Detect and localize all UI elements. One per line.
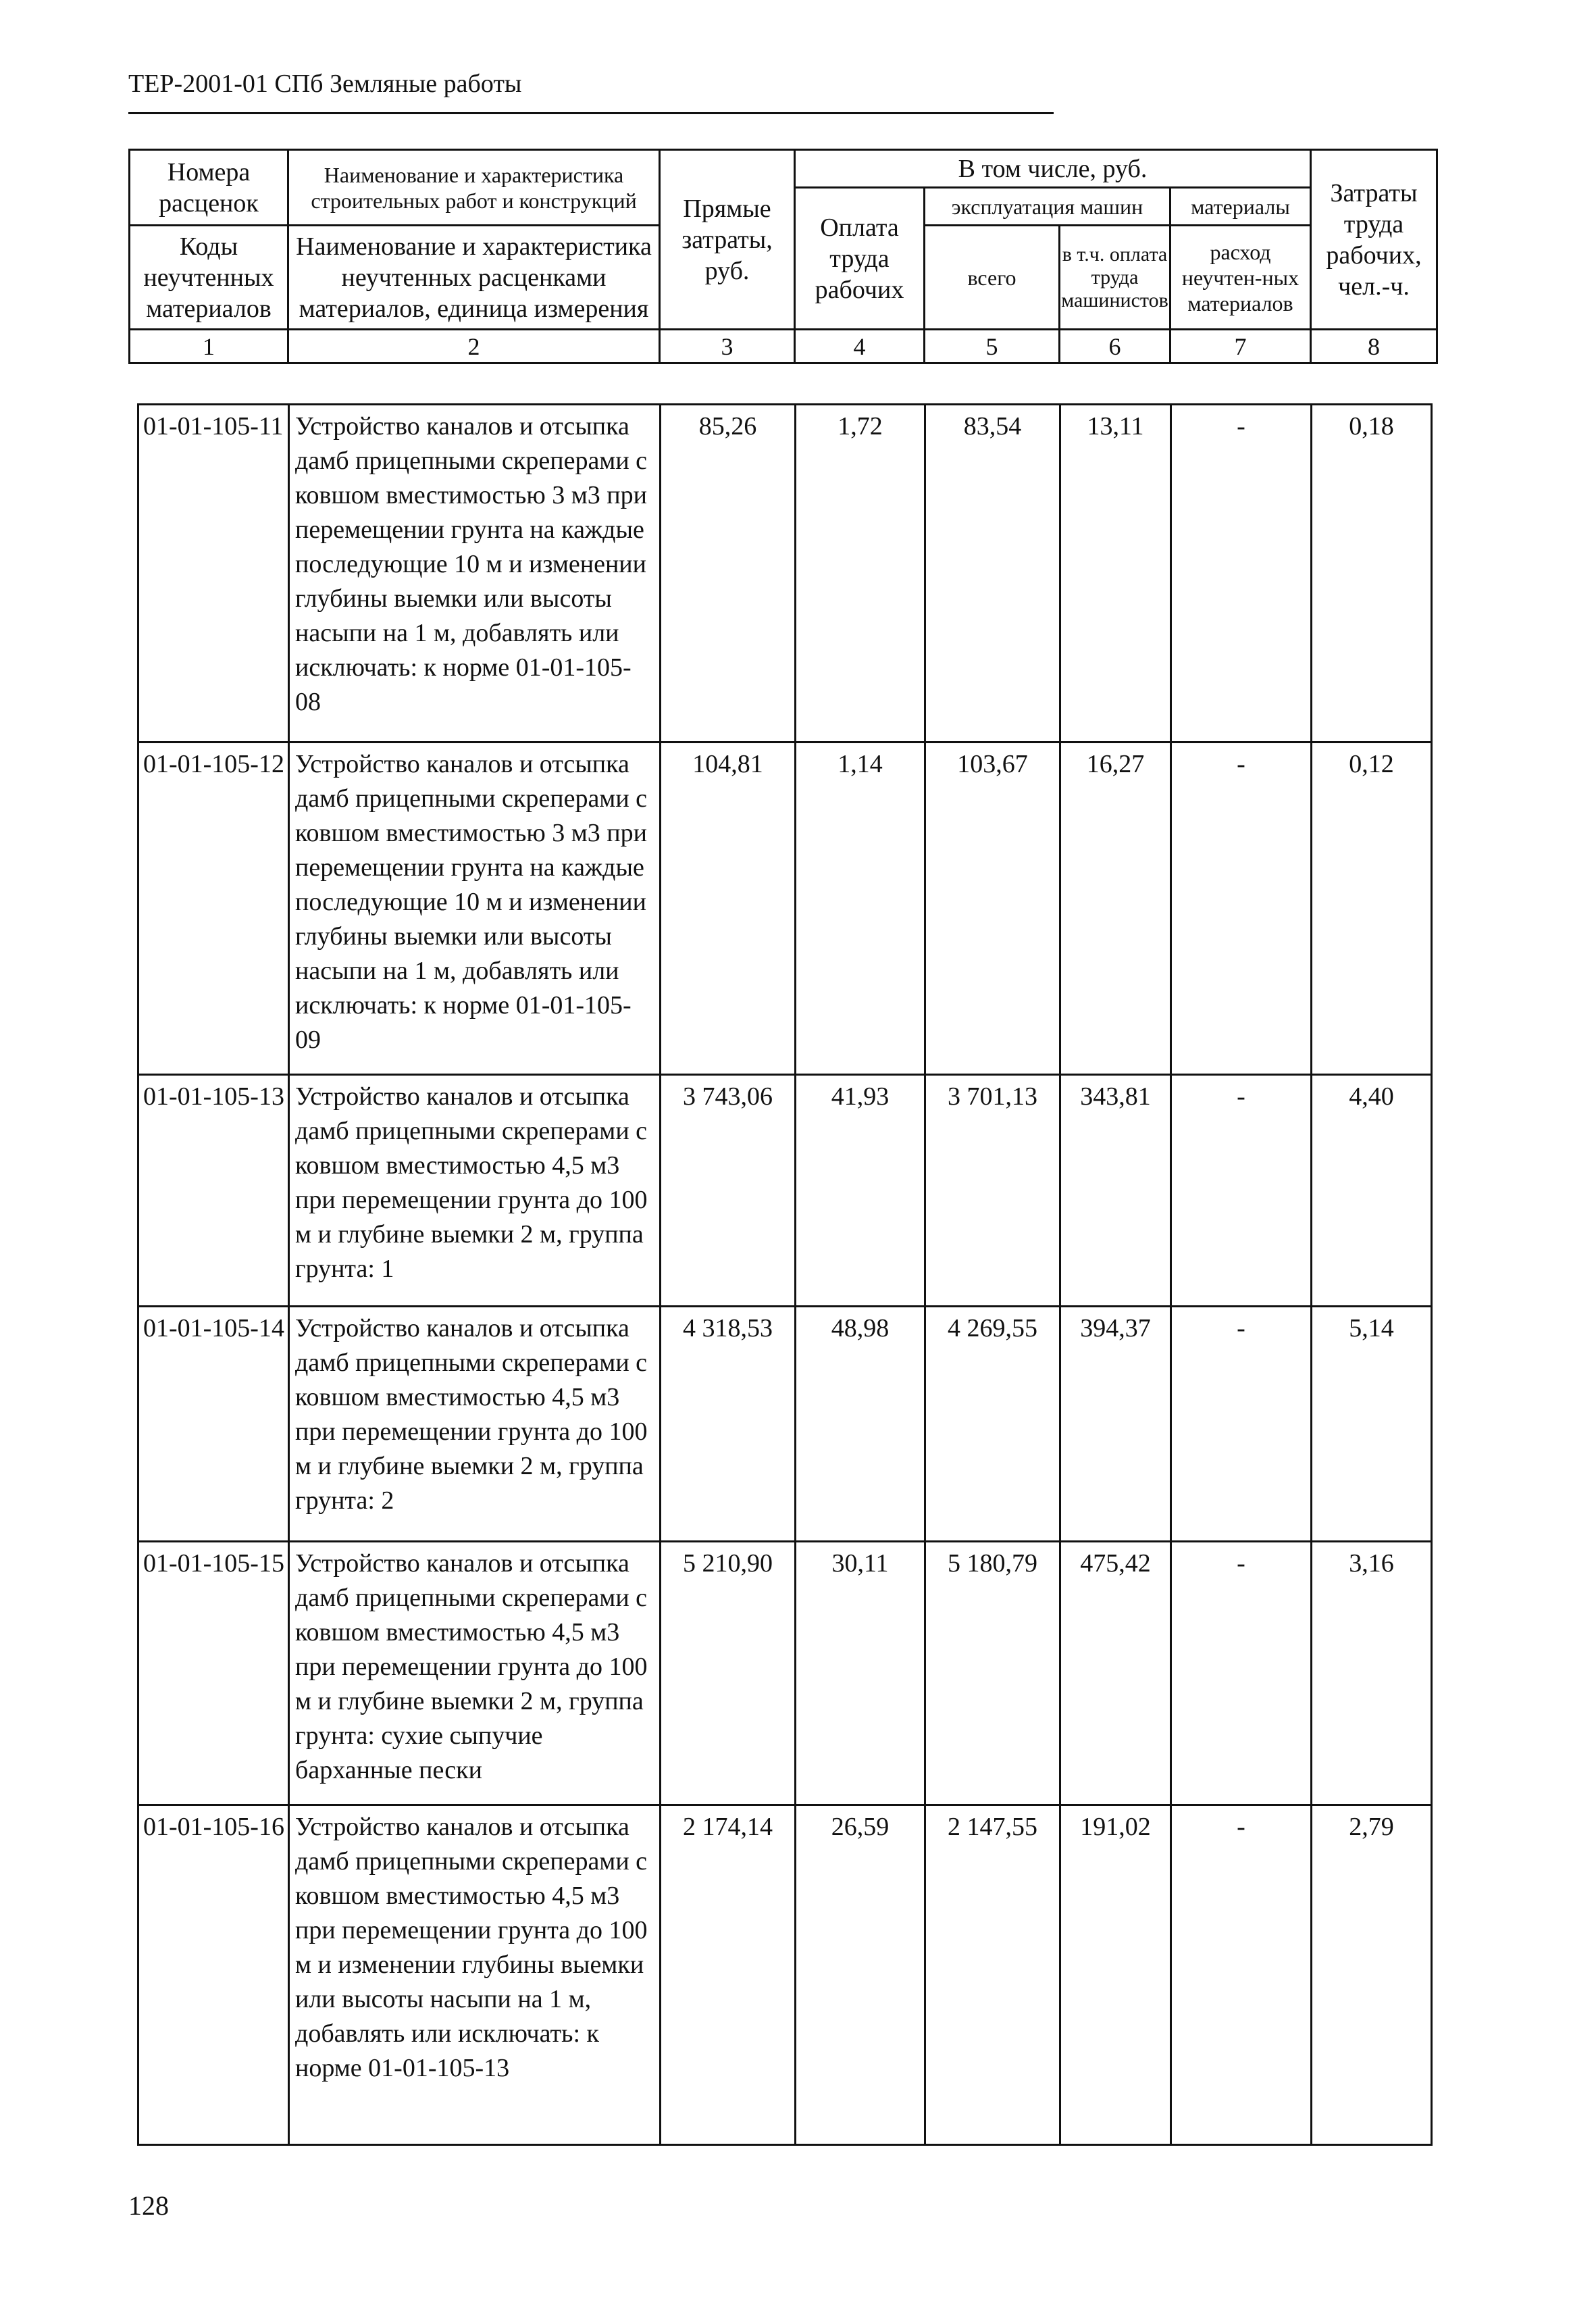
labor-hours: 3,16 [1312,1542,1432,1805]
header-number-7: 7 [1170,330,1311,363]
rate-description: Устройство каналов и отсыпка дамб прицепными скреперами с ковшом вместимостью 3 м3 при перемещении грунта на каждые последующие 10 м и изменении глубины выемки или высоты насыпи на 1 м, добавлять или исключать: к норме 01-01-105-08 [289,405,661,743]
header-number-2: 2 [288,330,660,363]
page-header: ТЕР-2001-01 СПб Земляные работы [128,70,522,98]
header-col6: в т.ч. оплата труда машинистов [1060,226,1170,330]
rates-table [137,403,1433,2146]
rate-description: Устройство каналов и отсыпка дамб прицепными скреперами с ковшом вместимостью 4,5 м3 при перемещении грунта до 100 м и глубине выемки 2 м, группа грунта: 1 [289,1075,661,1307]
direct-costs: 2 174,14 [661,1805,796,2145]
header-number-1: 1 [130,330,288,363]
rate-code: 01-01-105-13 [138,1075,289,1307]
rate-code: 01-01-105-15 [138,1542,289,1805]
header-number-5: 5 [925,330,1060,363]
table-row [138,1805,1432,2145]
materials-value: - [1171,1542,1312,1805]
header-col1-top: Номера расценок [130,150,288,226]
header-number-8: 8 [1311,330,1437,363]
labor-pay: 26,59 [796,1805,925,2145]
header-col2-bottom: Наименование и характеристика неучтенных расценками материалов, единица измерения [288,226,660,330]
labor-hours: 0,18 [1312,405,1432,743]
header-col8: Затраты труда рабочих, чел.-ч. [1311,150,1437,330]
machines-total: 5 180,79 [925,1542,1060,1805]
rate-code: 01-01-105-14 [138,1307,289,1542]
rate-description: Устройство каналов и отсыпка дамб прицепными скреперами с ковшом вместимостью 4,5 м3 при перемещении грунта до 100 м и глубине выемки 2 м, группа грунта: сухие сыпучие барханные пески [289,1542,661,1805]
rate-code: 01-01-105-12 [138,743,289,1075]
operators-pay: 394,37 [1060,1307,1171,1542]
header-rule [128,112,1054,114]
direct-costs: 5 210,90 [661,1542,796,1805]
machines-total: 2 147,55 [925,1805,1060,2145]
labor-pay: 1,14 [796,743,925,1075]
direct-costs: 4 318,53 [661,1307,796,1542]
machines-total: 83,54 [925,405,1060,743]
header-number-6: 6 [1060,330,1170,363]
labor-hours: 2,79 [1312,1805,1432,2145]
header-col3: Прямые затраты, руб. [660,150,795,330]
operators-pay: 475,42 [1060,1542,1171,1805]
machines-total: 103,67 [925,743,1060,1075]
header-col2-top: Наименование и характеристика строительных работ и конструкций [288,150,660,226]
rate-code: 01-01-105-11 [138,405,289,743]
operators-pay: 13,11 [1060,405,1171,743]
header-materials: материалы [1170,188,1311,226]
header-col5: всего [925,226,1060,330]
header-col7: расход неучтен-ных материалов [1170,226,1311,330]
rate-description: Устройство каналов и отсыпка дамб прицепными скреперами с ковшом вместимостью 4,5 м3 при перемещении грунта до 100 м и изменении глубины выемки или высоты насыпи на 1 м, добавлять или исключать: к норме 01-01-105-13 [289,1805,661,2145]
labor-pay: 41,93 [796,1075,925,1307]
labor-hours: 0,12 [1312,743,1432,1075]
labor-pay: 48,98 [796,1307,925,1542]
materials-value: - [1171,1307,1312,1542]
materials-value: - [1171,405,1312,743]
machines-total: 4 269,55 [925,1307,1060,1542]
labor-hours: 5,14 [1312,1307,1432,1542]
operators-pay: 343,81 [1060,1075,1171,1307]
operators-pay: 16,27 [1060,743,1171,1075]
rate-code: 01-01-105-16 [138,1805,289,2145]
table-row [138,1307,1432,1542]
table-row [138,743,1432,1075]
header-number-3: 3 [660,330,795,363]
direct-costs: 3 743,06 [661,1075,796,1307]
labor-pay: 1,72 [796,405,925,743]
table-header [128,149,1438,364]
rate-description: Устройство каналов и отсыпка дамб прицепными скреперами с ковшом вместимостью 4,5 м3 при перемещении грунта до 100 м и глубине выемки 2 м, группа грунта: 2 [289,1307,661,1542]
table-row [138,405,1432,743]
header-col4: Оплата труда рабочих [795,188,925,330]
materials-value: - [1171,743,1312,1075]
operators-pay: 191,02 [1060,1805,1171,2145]
table-row [138,1075,1432,1307]
labor-pay: 30,11 [796,1542,925,1805]
direct-costs: 85,26 [661,405,796,743]
page-number: 128 [128,2190,169,2221]
materials-value: - [1171,1075,1312,1307]
labor-hours: 4,40 [1312,1075,1432,1307]
direct-costs: 104,81 [661,743,796,1075]
header-group: В том числе, руб. [795,150,1311,188]
table-row [138,1542,1432,1805]
header-machines: эксплуатация машин [925,188,1170,226]
header-number-4: 4 [795,330,925,363]
machines-total: 3 701,13 [925,1075,1060,1307]
materials-value: - [1171,1805,1312,2145]
header-col1-bottom: Коды неучтенных материалов [130,226,288,330]
rate-description: Устройство каналов и отсыпка дамб прицепными скреперами с ковшом вместимостью 3 м3 при перемещении грунта на каждые последующие 10 м и изменении глубины выемки или высоты насыпи на 1 м, добавлять или исключать: к норме 01-01-105-09 [289,743,661,1075]
